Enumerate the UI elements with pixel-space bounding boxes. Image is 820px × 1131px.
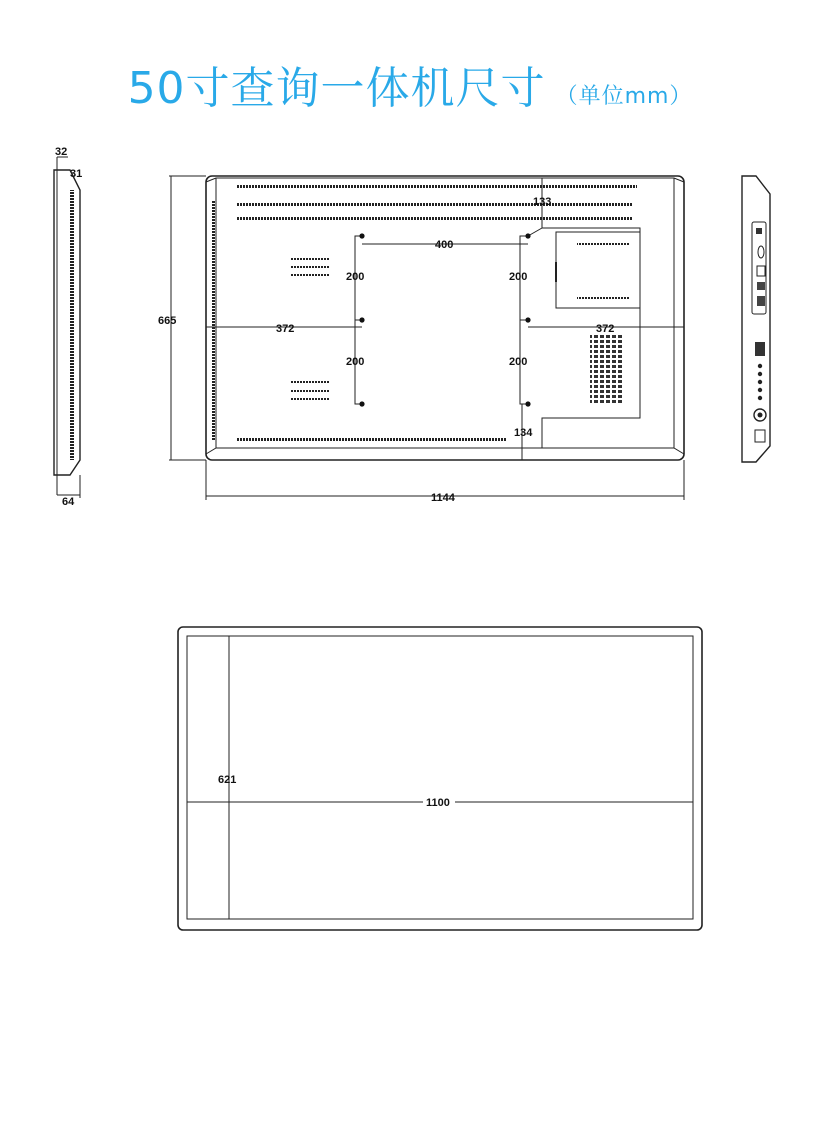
front-view <box>178 627 702 930</box>
dim-bottom-offset: 134 <box>514 427 533 439</box>
dim-front-width: 1100 <box>426 797 450 809</box>
dim-vesa-right-top: 200 <box>509 271 528 283</box>
title-unit: （单位mm） <box>555 84 693 109</box>
dim-offset-left: 372 <box>276 323 295 335</box>
dim-front-height: 621 <box>218 774 237 786</box>
dim-vesa-left-top: 200 <box>346 271 365 283</box>
dim-rear-width: 1144 <box>431 492 455 504</box>
dim-side-top-outer: 32 <box>55 146 68 158</box>
rear-view <box>158 176 684 504</box>
dim-rear-height: 665 <box>158 315 177 327</box>
dim-vesa-left-bottom: 200 <box>346 356 365 368</box>
dim-top-offset: 133 <box>533 196 552 208</box>
side-view-left <box>54 146 82 508</box>
dim-side-bottom: 64 <box>62 496 75 508</box>
title-text: 50寸查询一体机尺寸 <box>127 63 546 114</box>
dim-offset-right: 372 <box>596 323 615 335</box>
side-view-right <box>742 176 770 462</box>
dim-vesa-right-bottom: 200 <box>509 356 528 368</box>
dim-side-top-inner: 31 <box>70 168 83 180</box>
dim-vesa-horizontal: 400 <box>435 239 454 251</box>
